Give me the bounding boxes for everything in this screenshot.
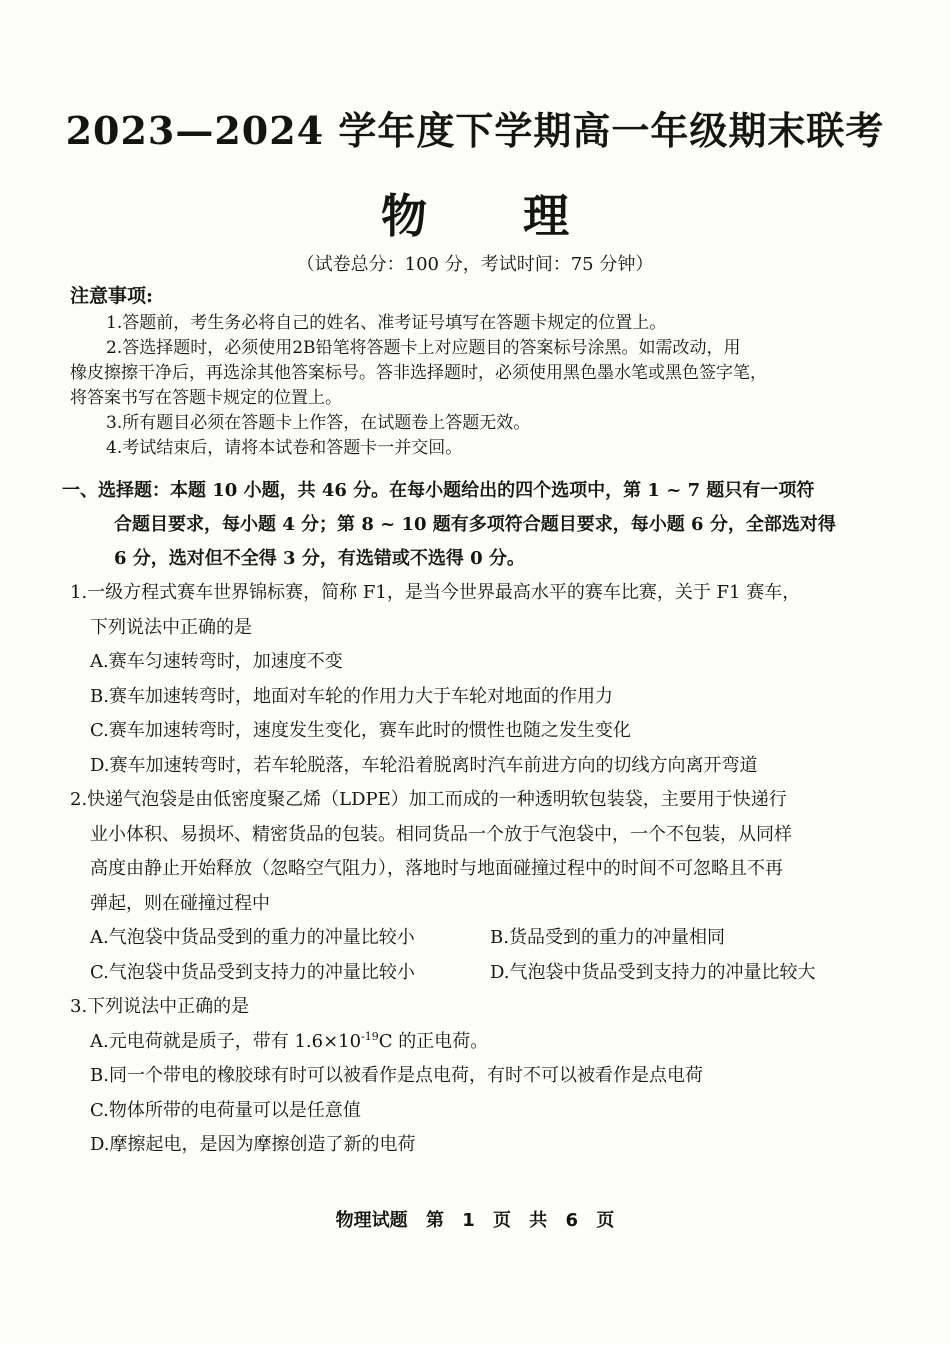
- option-a: A.赛车匀速转弯时，加速度不变: [90, 651, 343, 672]
- notice-item-continuation: 将答案书写在答题卡规定的位置上。: [70, 388, 342, 408]
- question-stem: 2.快递气泡袋是由低密度聚乙烯（LDPE）加工而成的一种透明软包装袋，主要用于快递行: [70, 789, 787, 810]
- option-a-text: A.元电荷就是质子，带有 1.6×10: [90, 1030, 362, 1052]
- exam-title: 2023—2024 学年度下学期高一年级期末联考: [65, 108, 885, 153]
- option-d: D.摩擦起电，是因为摩擦创造了新的电荷: [90, 1134, 416, 1155]
- exam-info: （试卷总分：100 分，考试时间：75 分钟）: [296, 254, 654, 275]
- notice-item: 1.答题前，考生务必将自己的姓名、准考证号填写在答题卡规定的位置上。: [106, 313, 667, 333]
- question-list: [70, 576, 900, 1163]
- section-line: 合题目要求，每小题 4 分；第 8 ~ 10 题有多项符合题目要求，每小题 6 分，全部选对得: [114, 514, 836, 535]
- option-d: D.赛车加速转弯时，若车轮脱落，车轮沿着脱离时汽车前进方向的切线方向离开弯道: [90, 754, 758, 776]
- option-d: D.气泡袋中货品受到支持力的冲量比较大: [490, 961, 816, 983]
- notice-item: 4.考试结束后，请将本试卷和答题卡一并交回。: [106, 438, 463, 458]
- question-1: [70, 576, 900, 783]
- option-a: A.气泡袋中货品受到的重力的冲量比较小: [90, 927, 415, 948]
- subject-title: 物 理: [380, 189, 609, 243]
- question-3: [70, 990, 900, 1163]
- question-stem: 3.下列说法中正确的是: [70, 996, 250, 1017]
- notice-block: [70, 284, 900, 461]
- option-row: [70, 956, 900, 991]
- option-b: B.赛车加速转弯时，地面对车轮的作用力大于车轮对地面的作用力: [90, 685, 613, 707]
- question-stem: 下列说法中正确的是: [90, 616, 252, 638]
- option-a-exponent: -19: [361, 1029, 379, 1043]
- section-heading: [62, 474, 897, 576]
- section-line: 一、选择题：本题 10 小题，共 46 分。在每小题给出的四个选项中，第 1 ~ 7 题只有一项符: [62, 480, 815, 501]
- option-row: [70, 921, 900, 956]
- option-c: C.物体所带的电荷量可以是任意值: [90, 1099, 361, 1121]
- option-a: [70, 1025, 900, 1060]
- option-b: B.同一个带电的橡胶球有时可以被看作是点电荷，有时不可以被看作是点电荷: [90, 1065, 703, 1086]
- notice-item: 3.所有题目必须在答题卡上作答，在试题卷上答题无效。: [106, 413, 531, 433]
- notice-heading: 注意事项:: [70, 285, 154, 307]
- notice-item-continuation: 橡皮擦擦干净后，再选涂其他答案标号。答非选择题时，必须使用黑色墨水笔或黑色签字笔，: [70, 363, 767, 383]
- section-line: 6 分，选对但不全得 3 分，有选错或不选得 0 分。: [114, 548, 525, 569]
- question-stem: 1.一级方程式赛车世界锦标赛，简称 F1，是当今世界最高水平的赛车比赛，关于 F1 赛车，: [70, 582, 801, 603]
- option-c: C.气泡袋中货品受到支持力的冲量比较小: [90, 961, 415, 983]
- question-stem: 高度由静止开始释放（忽略空气阻力），落地时与地面碰撞过程中的时间不可忽略且不再: [90, 858, 783, 879]
- question-2: [70, 783, 900, 990]
- page-footer: 物理试题 第 1 页 共 6 页: [335, 1210, 615, 1231]
- question-stem: 弹起，则在碰撞过程中: [90, 892, 270, 914]
- option-a-unit: C 的正电荷。: [378, 1030, 489, 1052]
- notice-item: 2.答选择题时，必须使用2B铅笔将答题卡上对应题目的答案标号涂黑。如需改动，用: [106, 338, 741, 358]
- option-c: C.赛车加速转弯时，速度发生变化，赛车此时的惯性也随之发生变化: [90, 720, 631, 741]
- option-b: B.货品受到的重力的冲量相同: [490, 927, 725, 948]
- question-stem: 业小体积、易损坏、精密货品的包装。相同货品一个放于气泡袋中，一个不包装，从同样: [90, 823, 792, 845]
